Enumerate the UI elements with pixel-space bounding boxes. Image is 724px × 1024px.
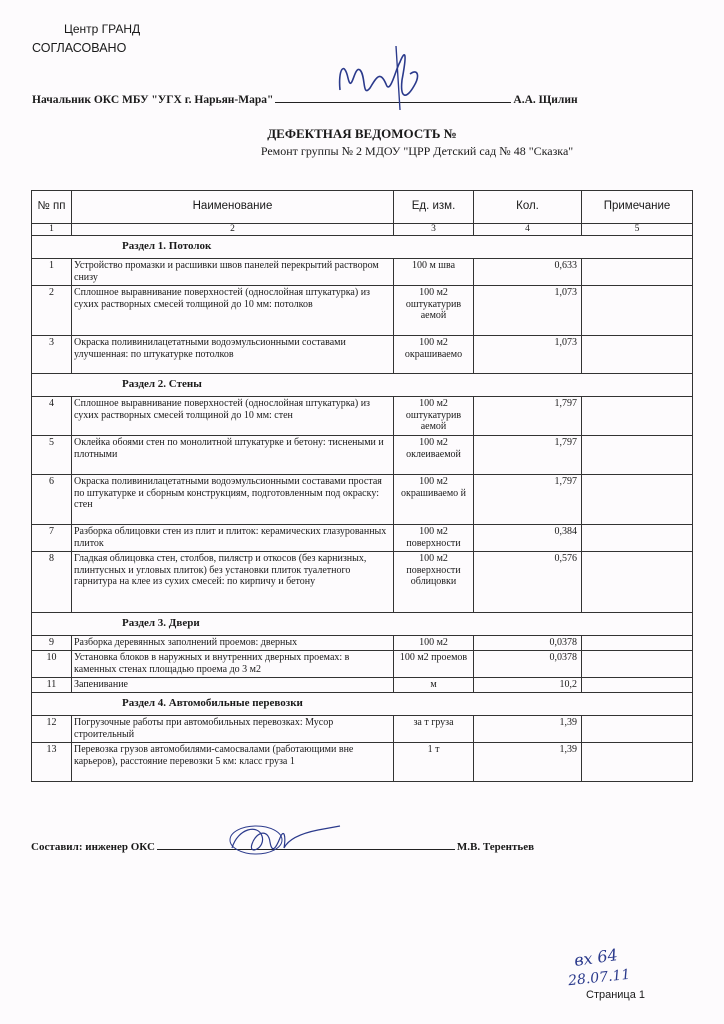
row-number: 7 [32,525,72,552]
row-note [582,651,693,678]
table-row [32,336,693,374]
table-row [32,552,693,613]
row-name: Установка блоков в наружных и внутренних дверных проемах: в каменных стенах площадью проема до 3 м2 [72,651,394,678]
row-unit: 100 м2 окрашиваемо й [394,475,474,525]
compiler-signature [228,818,348,863]
row-note [582,552,693,613]
table-row [32,475,693,525]
row-unit: 100 м шва [394,259,474,286]
row-number: 12 [32,716,72,743]
row-quantity: 1,073 [474,336,582,374]
section-row [32,613,693,636]
row-quantity: 1,39 [474,743,582,782]
row-note [582,716,693,743]
row-unit: 100 м2 оклеиваемой [394,436,474,475]
row-number: 2 [32,286,72,336]
table-header-row [32,191,693,224]
document-subtitle: Ремонт группы № 2 МДОУ "ЦРР Детский сад № 48 "Сказка" [260,144,574,158]
row-quantity: 0,0378 [474,651,582,678]
row-number: 13 [32,743,72,782]
row-unit: 100 м2 окрашиваемо [394,336,474,374]
header-quantity: Кол. [474,191,582,224]
row-quantity: 1,797 [474,475,582,525]
table-row [32,743,693,782]
row-note [582,678,693,693]
row-unit: 100 м2 поверхности [394,525,474,552]
row-number: 5 [32,436,72,475]
approver-signature [330,40,430,115]
row-note [582,636,693,651]
row-unit: 100 м2 проемов [394,651,474,678]
table-row [32,436,693,475]
table-row [32,286,693,336]
row-quantity: 0,633 [474,259,582,286]
incoming-stamp-date: 28.07.11 [567,966,632,990]
row-quantity: 10,2 [474,678,582,693]
table-row [32,525,693,552]
row-number: 8 [32,552,72,613]
document-title: ДЕФЕКТНАЯ ВЕДОМОСТЬ № [267,126,457,141]
section-title: Раздел 1. Потолок [32,236,693,259]
table-row [32,716,693,743]
column-number: 2 [72,224,394,236]
incoming-stamp-number: вх 64 [572,945,619,970]
row-number: 6 [32,475,72,525]
row-quantity: 1,797 [474,436,582,475]
compiler-position: Составил: инженер ОКС [31,841,155,853]
row-number: 11 [32,678,72,693]
section-title: Раздел 4. Автомобильные перевозки [32,693,693,716]
page-number: Страница 1 [586,989,646,1001]
column-number: 1 [32,224,72,236]
row-quantity: 0,384 [474,525,582,552]
table-row [32,636,693,651]
column-number-row [32,224,693,236]
row-note [582,743,693,782]
compiler-name: М.В. Терентьев [456,841,535,853]
row-note [582,336,693,374]
approver-position: Начальник ОКС МБУ "УГХ г. Нарьян-Мара" [32,94,274,106]
row-note [582,475,693,525]
row-note [582,436,693,475]
column-number: 4 [474,224,582,236]
row-name: Гладкая облицовка стен, столбов, пилястр и откосов (без карнизных, плинтусных и угловых плиток) без установки плиток туалетного гарнитура на клее из сухих смесей: по кирпичу и бетону [72,552,394,613]
header-name: Наименование [72,191,394,224]
column-number: 5 [582,224,693,236]
section-row [32,693,693,716]
table-row [32,397,693,436]
row-quantity: 1,797 [474,397,582,436]
row-name: Запенивание [72,678,394,693]
defect-table [31,190,693,782]
row-quantity: 1,073 [474,286,582,336]
row-unit: м [394,678,474,693]
row-name: Разборка деревянных заполнений проемов: дверных [72,636,394,651]
section-row [32,374,693,397]
row-note [582,397,693,436]
column-number: 3 [394,224,474,236]
row-number: 9 [32,636,72,651]
row-name: Окраска поливинилацетатными водоэмульсионными составами улучшенная: по штукатурке потолков [72,336,394,374]
row-quantity: 0,0378 [474,636,582,651]
table-row [32,678,693,693]
row-name: Погрузочные работы при автомобильных перевозках: Мусор строительный [72,716,394,743]
row-number: 10 [32,651,72,678]
row-note [582,286,693,336]
row-name: Сплошное выравнивание поверхностей (однослойная штукатурка) из сухих растворных смесей толщиной до 10 мм: потолков [72,286,394,336]
approval-label: СОГЛАСОВАНО [32,41,127,55]
row-number: 1 [32,259,72,286]
row-unit: 100 м2 поверхности облицовки [394,552,474,613]
section-title: Раздел 2. Стены [32,374,693,397]
row-name: Перевозка грузов автомобилями-самосвалами (работающими вне карьеров), расстояние перевозки 5 км: класс груза 1 [72,743,394,782]
row-unit: 100 м2 оштукатурив аемой [394,286,474,336]
table-row [32,259,693,286]
row-name: Сплошное выравнивание поверхностей (однослойная штукатурка) из сухих растворных смесей толщиной до 10 мм: стен [72,397,394,436]
table-row [32,651,693,678]
row-name: Устройство промазки и расшивки швов панелей перекрытий раствором снизу [72,259,394,286]
row-name: Оклейка обоями стен по монолитной штукатурке и бетону: тиснеными и плотными [72,436,394,475]
row-unit: за т груза [394,716,474,743]
row-note [582,525,693,552]
row-unit: 100 м2 оштукатурив аемой [394,397,474,436]
header-unit: Ед. изм. [394,191,474,224]
section-title: Раздел 3. Двери [32,613,693,636]
section-row [32,236,693,259]
header-number: № пп [32,191,72,224]
row-number: 3 [32,336,72,374]
row-name: Окраска поливинилацетатными водоэмульсионными составами простая по штукатурке и сборным конструкциям, подготовленным под окраску: стен [72,475,394,525]
approver-name: А.А. Щилин [513,94,578,106]
row-number: 4 [32,397,72,436]
organization-name: Центр ГРАНД [64,22,141,36]
row-unit: 100 м2 [394,636,474,651]
row-quantity: 0,576 [474,552,582,613]
header-note: Примечание [582,191,693,224]
row-name: Разборка облицовки стен из плит и плиток: керамических глазурованных плиток [72,525,394,552]
row-quantity: 1,39 [474,716,582,743]
row-unit: 1 т [394,743,474,782]
row-note [582,259,693,286]
